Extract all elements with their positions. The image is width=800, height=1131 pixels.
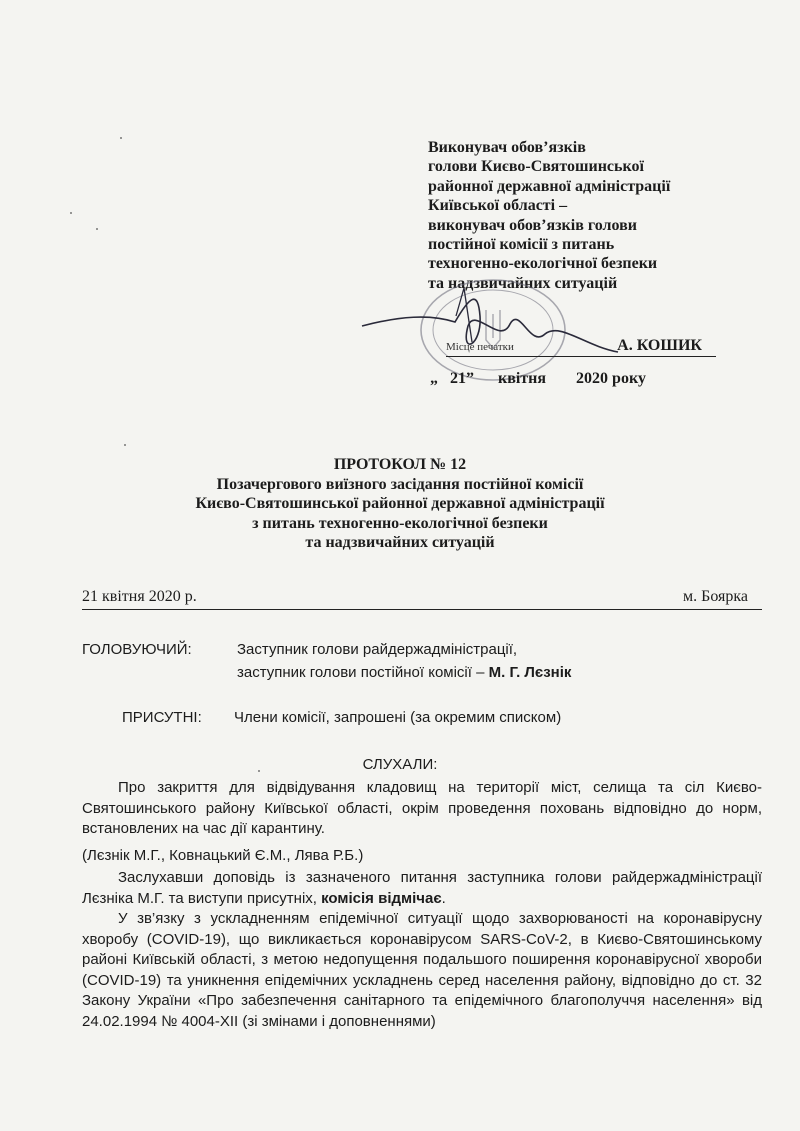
approval-line: постійної комісії з питань bbox=[428, 236, 615, 254]
agenda-paragraph: Про закриття для відвідування кладовищ на території міст, селища та сіл Києво-Святошинського району Київської області, окрім проведення поховань відповідно до норм, встановлених на час дії карантину. bbox=[82, 779, 762, 837]
approval-line: Виконувач обов’язків bbox=[428, 139, 586, 156]
present-label: ПРИСУТНІ: bbox=[122, 709, 202, 726]
chair-name: М. Г. Лєзнік bbox=[488, 664, 572, 681]
date-quote-open: „ bbox=[430, 370, 438, 387]
resolution-paragraph bbox=[82, 868, 762, 909]
seal-place-label: Місце печатки bbox=[446, 341, 514, 353]
meeting-city: м. Боярка bbox=[683, 588, 748, 605]
signature-row bbox=[446, 337, 716, 359]
speakers-list: (Лєзнік М.Г., Ковнацький Є.М., Лява Р.Б.) bbox=[82, 846, 364, 864]
scan-speck bbox=[120, 137, 122, 139]
title-line: Києво-Святошинської районної державної адміністрації bbox=[195, 495, 605, 513]
resolution-bold: комісія відмічає bbox=[321, 889, 442, 907]
signatory-name: А. КОШИК bbox=[617, 337, 702, 354]
date-day: 21 bbox=[450, 370, 466, 387]
title-line: та надзвичайних ситуацій bbox=[305, 534, 495, 552]
present-value: Члени комісії, запрошені (за окремим списком) bbox=[234, 709, 562, 726]
date-month: квітня bbox=[498, 370, 547, 387]
heard-heading: СЛУХАЛИ: bbox=[362, 756, 438, 773]
approval-line: Київської області – bbox=[428, 197, 568, 215]
protocol-title bbox=[60, 455, 740, 553]
meeting-date: 21 квітня 2020 р. bbox=[82, 588, 197, 605]
title-line: Позачергового виїзного засідання постійної комісії bbox=[216, 475, 584, 493]
date-year: 2020 року bbox=[576, 370, 646, 387]
chair-role: заступник голови постійної комісії – bbox=[237, 664, 489, 681]
approval-line: голови Києво-Святошинської bbox=[428, 158, 644, 176]
approval-line: виконувач обов’язків голови bbox=[428, 216, 637, 234]
approval-line: техногенно-екологічної безпеки bbox=[428, 255, 658, 273]
divider bbox=[82, 609, 762, 610]
approval-date bbox=[430, 370, 730, 388]
signature-underline bbox=[446, 356, 716, 357]
present-section bbox=[122, 709, 561, 726]
scan-speck bbox=[258, 770, 260, 772]
scan-speck bbox=[96, 228, 98, 230]
chair-position: Заступник голови райдержадміністрації, bbox=[237, 641, 518, 658]
resolution-end: . bbox=[441, 889, 446, 907]
meeting-meta bbox=[82, 588, 762, 612]
context-paragraph: У зв’язку з ускладненням епідемічної ситуації щодо захворюваності на коронавірусну хворобу (COVID-19), що викликається коронавірусом SARS-CoV-2, в Києво-Святошинському районі Київській області, з метою недопущення подальшого поширення коронавірусної хвороби (COVID-19) та уникнення епідемічних ускладнень серед населення району, відповідно до ст. 32 Закону України «Про забезпечення санітарного та епідемічного благополуччя населення» від 24.02.1994 № 4004-ХІІ (зі змінами і доповненнями) bbox=[82, 910, 762, 1030]
scan-speck bbox=[124, 444, 126, 446]
approval-line: та надзвичайних ситуацій bbox=[428, 274, 618, 292]
title-line: з питань техногенно-екологічної безпеки bbox=[252, 514, 548, 532]
protocol-body bbox=[82, 778, 762, 1032]
chair-position-2 bbox=[237, 661, 571, 684]
scan-speck bbox=[70, 212, 72, 214]
date-quote-close: ” bbox=[466, 370, 474, 387]
protocol-heading: ПРОТОКОЛ № 12 bbox=[333, 456, 467, 473]
approval-line: районної державної адміністрації bbox=[428, 177, 671, 195]
approval-block bbox=[428, 138, 748, 293]
resolution-text: Заслухавши доповідь із зазначеного питання заступника голови райдержадміністрації Лєзніка М.Г. та виступи присутніх, bbox=[82, 869, 762, 907]
chair-label: ГОЛОВУЮЧИЙ: bbox=[82, 641, 192, 658]
